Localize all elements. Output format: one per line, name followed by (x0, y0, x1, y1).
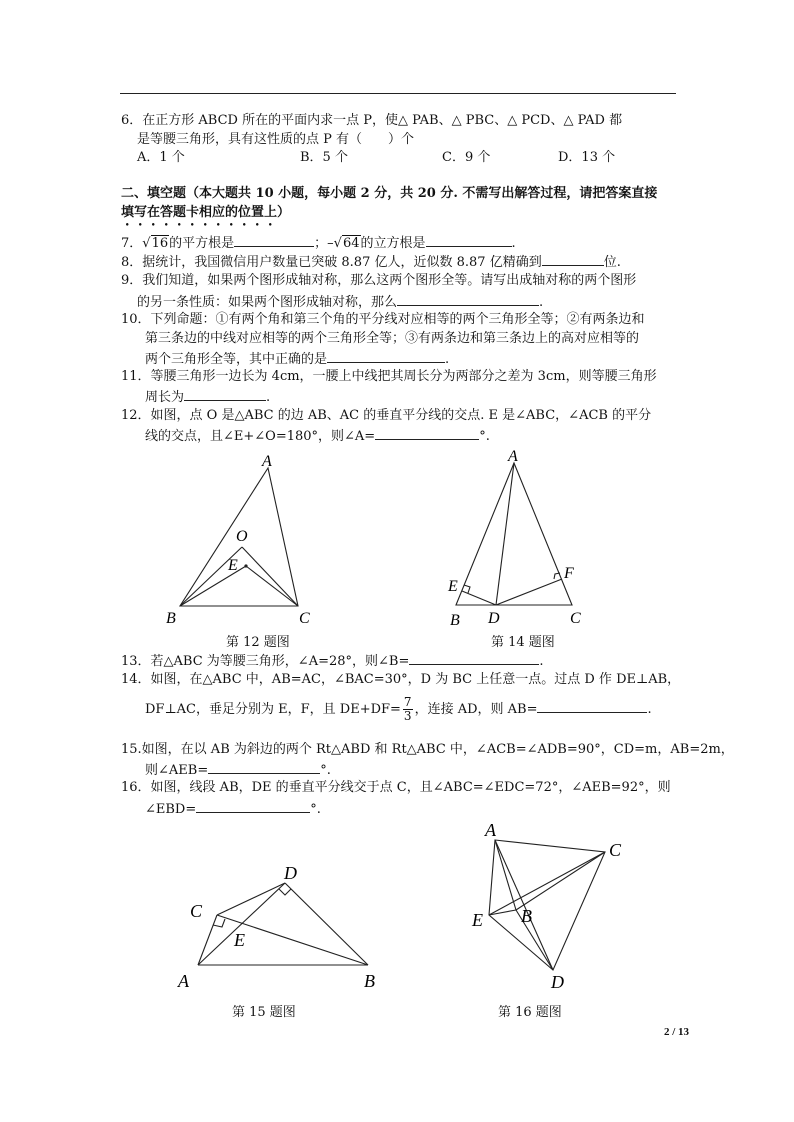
fig15-segment-ad (198, 883, 285, 965)
fig12-segment-co (242, 547, 298, 606)
q7-blank-1[interactable] (234, 233, 314, 247)
q11-end: . (266, 390, 271, 405)
q10-line3 (145, 349, 449, 369)
q7-number: 7． (121, 236, 143, 251)
fig15-caption: 第 15 题图 (232, 1005, 296, 1020)
q9-end: . (539, 295, 544, 310)
q8-end: 位. (603, 255, 621, 270)
q6-options (137, 149, 677, 167)
q16-line2 (145, 799, 321, 819)
fig15-label-a: A (178, 971, 189, 991)
fig12-diagram (160, 448, 320, 628)
q11-blank[interactable] (184, 387, 266, 401)
fig14-label-d: D (488, 610, 500, 627)
fig15-segment-cd (217, 883, 285, 915)
fig16-segment-ab (495, 840, 516, 910)
q11-text: 周长为 (145, 390, 185, 405)
q10-blank[interactable] (327, 349, 445, 363)
fig14-label-e: E (448, 578, 458, 595)
q14-line2 (145, 695, 652, 725)
q6-option-c: C．9 个 (442, 150, 491, 165)
q13-text: 13．若△ABC 为等腰三角形，∠A=28°，则∠B= (121, 654, 410, 669)
q6-option-d: D．13 个 (558, 150, 616, 165)
q14-fraction-num: 7 (403, 695, 412, 709)
q12-text: 线的交点，且∠E+∠O=180°，则∠A= (145, 429, 376, 444)
q10-end: . (445, 352, 450, 367)
fig14-segment-de (462, 591, 496, 605)
fig15-segment-ac (198, 915, 217, 965)
fig16-label-d: D (551, 972, 564, 992)
q7-radicand-2: 64 (342, 236, 360, 251)
fig15-segment-db (285, 883, 368, 965)
q6-option-a: A．1 个 (137, 150, 185, 165)
q11-line1: 11．等腰三角形一边长为 4cm，一腰上中线把其周长分为两部分之差为 3cm，则等腰三角形 (121, 369, 657, 384)
q7: 7．√16的平方根是 ；–√64的立方根是 . (121, 233, 516, 253)
fig16-diagram (465, 820, 635, 995)
fig14-label-f: F (564, 565, 574, 582)
q14-blank[interactable] (537, 699, 647, 713)
fig12-label-c: C (299, 610, 310, 627)
section2-heading-line1: 二、填空题（本大题共 10 小题，每小题 2 分，共 20 分. 不需写出解答过程，请把答案直接 (121, 186, 658, 201)
q14-line1: 14．如图，在△ABC 中，AB=AC，∠BAC=30°，D 为 BC 上任意一点。过点 D 作 DE⊥AB， (121, 672, 681, 687)
fig16-label-c: C (609, 840, 622, 860)
fig16-segment-ce (489, 852, 605, 915)
q15-text: 则∠AEB= (145, 763, 209, 778)
q12-line2 (145, 426, 490, 446)
q12-end: °. (479, 429, 490, 444)
q12-blank[interactable] (375, 426, 479, 440)
q16-blank[interactable] (196, 799, 310, 813)
fig12-label-o: O (236, 528, 248, 545)
q14-fraction-den: 3 (403, 709, 412, 723)
q14-fraction (403, 696, 413, 723)
q7-radicand-1: 16 (151, 236, 169, 251)
q13 (121, 651, 544, 671)
fig14-label-a: A (508, 448, 518, 465)
fig16-label-a: A (485, 820, 496, 840)
q15-line2 (145, 760, 331, 780)
q7-text-2: ；– (314, 236, 334, 251)
q7-text-1: 的平方根是 (169, 236, 235, 251)
page-number: 2 / 13 (663, 1026, 689, 1038)
q7-end: . (511, 236, 516, 251)
q16-text: ∠EBD= (145, 802, 197, 817)
q13-blank[interactable] (409, 651, 539, 665)
q9-line2 (137, 292, 543, 312)
fig16-label-b: B (521, 906, 532, 926)
q6-line2: 是等腰三角形，具有这性质的点 P 有（ ）个 (137, 132, 415, 147)
q7-blank-2[interactable] (426, 233, 512, 247)
q14-text-2: ，连接 AD，则 AB= (414, 702, 538, 717)
fig15-label-e: E (234, 930, 245, 950)
fig14-label-b: B (450, 612, 460, 629)
q8 (121, 252, 621, 272)
fig12-caption: 第 12 题图 (226, 635, 290, 650)
q11-line2 (145, 387, 270, 407)
fig16-caption: 第 16 题图 (498, 1005, 562, 1020)
header-rule (120, 93, 676, 94)
fig12-point-e (244, 564, 247, 567)
q6-option-b: B．5 个 (300, 150, 348, 165)
fig12-label-e: E (228, 557, 238, 574)
fig14-label-c: C (570, 610, 581, 627)
q6-line1: 6．在正方形 ABCD 所在的平面内求一点 P，使△ PAB、△ PBC、△ PCD、△ PAD 都 (121, 113, 623, 128)
q7-text-3: 的立方根是 (360, 236, 426, 251)
fig15-label-d: D (284, 863, 297, 883)
q12-line1: 12．如图，点 O 是△ABC 的边 AB、AC 的垂直平分线的交点. E 是∠ABC，∠ACB 的平分 (121, 408, 652, 423)
q16-end: °. (310, 802, 321, 817)
fig16-segment-ad (495, 840, 553, 970)
fig15-label-c: C (190, 901, 203, 921)
q10-line2: 第三条边的中线对应相等的两个三角形全等；③有两条边和第三条边上的高对应相等的 (145, 331, 640, 346)
q16-line1: 16．如图，线段 AB，DE 的垂直平分线交于点 C，且∠ABC=∠EDC=72°，∠AEB=92°，则 (121, 780, 671, 795)
q15-end: °. (320, 763, 331, 778)
fig15-label-b: B (364, 971, 375, 991)
fig14-caption: 第 14 题图 (491, 635, 555, 650)
q9-line1: 9．我们知道，如果两个图形成轴对称，那么这两个图形全等。请写出成轴对称的两个图形 (121, 273, 637, 288)
q10-text: 两个三角形全等，其中正确的是 (145, 352, 328, 367)
q14-end: . (647, 702, 652, 717)
fig15-right-angle-d (279, 889, 291, 895)
fig12-label-b: B (166, 610, 176, 627)
fig12-segment-bo (180, 547, 242, 606)
fig12-label-a: A (262, 453, 272, 470)
section2-heading-line2: 填写在答题卡相应的位置上） (121, 205, 291, 220)
fig15-diagram (170, 855, 400, 995)
q9-blank[interactable] (397, 292, 539, 306)
q9-text: 的另一条性质：如果两个图形成轴对称，那么 (137, 295, 398, 310)
q15-blank[interactable] (208, 760, 320, 774)
q8-blank[interactable] (542, 252, 604, 266)
fig16-label-e: E (472, 910, 483, 930)
q15-line1: 15.如图，在以 AB 为斜边的两个 Rt△ABD 和 Rt△ABC 中，∠ACB=∠ADB=90°，CD=m，AB=2m， (121, 742, 734, 757)
q8-text: 8．据统计，我国微信用户数量已突破 8.87 亿人，近似数 8.87 亿精确到 (121, 255, 542, 270)
fig14-diagram (440, 443, 600, 629)
fig14-segment-df (496, 579, 562, 605)
q13-end: . (539, 654, 544, 669)
fig14-triangle-abc (456, 463, 572, 605)
q10-line1: 10．下列命题：①有两个角和第三个角的平分线对应相等的两个三角形全等；②有两条边和 (121, 312, 645, 327)
q14-text-1: DF⊥AC，垂足分别为 E，F，且 DE+DF= (145, 702, 401, 717)
